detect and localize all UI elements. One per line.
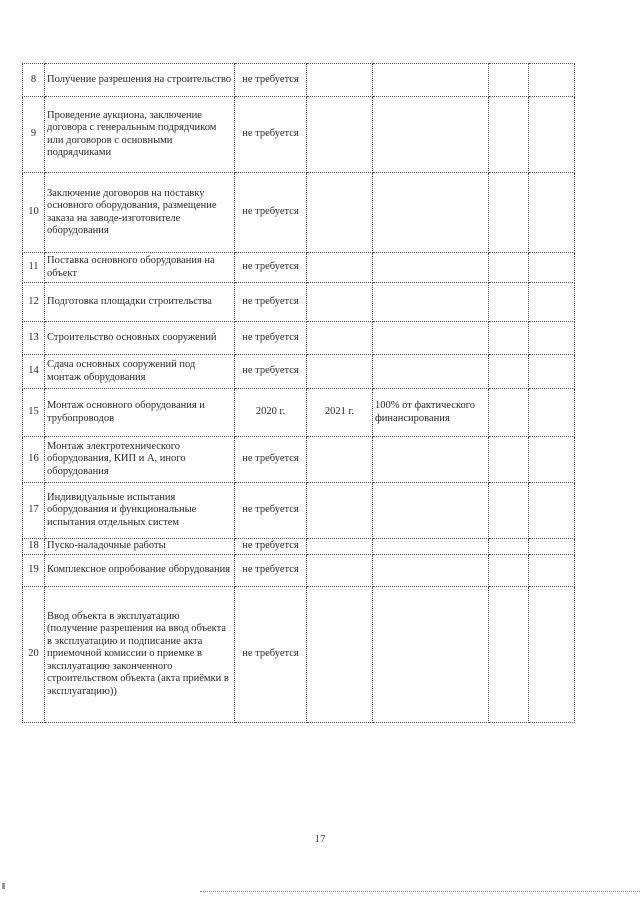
extra-cell-2 — [529, 322, 575, 355]
row-number: 9 — [23, 97, 45, 173]
stage-name: Подготовка площадки строительства — [45, 283, 235, 322]
row-number: 14 — [23, 355, 45, 389]
table-row — [23, 437, 575, 483]
stage-name: Комплексное опробование оборудования — [45, 555, 235, 587]
end-date-cell — [307, 555, 373, 587]
start-date-cell: не требуется — [235, 437, 307, 483]
extra-cell-2 — [529, 437, 575, 483]
extra-cell-1 — [489, 355, 529, 389]
table-row — [23, 64, 575, 97]
end-date-cell — [307, 437, 373, 483]
readiness-cell — [373, 483, 489, 539]
extra-cell-1 — [489, 64, 529, 97]
row-number: 15 — [23, 389, 45, 437]
extra-cell-1 — [489, 253, 529, 283]
row-number: 11 — [23, 253, 45, 283]
start-date-cell: не требуется — [235, 539, 307, 555]
extra-cell-1 — [489, 97, 529, 173]
scan-edge-mark — [2, 883, 5, 889]
stage-name: Индивидуальные испытания оборудования и функциональные испытания отдельных систем — [45, 483, 235, 539]
stage-name: Ввод объекта в эксплуатацию (получение разрешения на ввод объекта в эксплуатацию и подписание акта приемочной комиссии о приемке в эксплуатацию законченного строительством объекта (акта приёмки в эксплуатацию)) — [45, 587, 235, 723]
end-date-cell — [307, 322, 373, 355]
extra-cell-1 — [489, 587, 529, 723]
extra-cell-1 — [489, 483, 529, 539]
end-date-cell — [307, 283, 373, 322]
schedule-table — [22, 63, 575, 723]
start-date-cell: не требуется — [235, 322, 307, 355]
start-date-cell: не требуется — [235, 587, 307, 723]
table-row — [23, 555, 575, 587]
extra-cell-2 — [529, 483, 575, 539]
start-date-cell: 2020 г. — [235, 389, 307, 437]
extra-cell-2 — [529, 173, 575, 253]
extra-cell-1 — [489, 539, 529, 555]
row-number: 16 — [23, 437, 45, 483]
table-row — [23, 483, 575, 539]
start-date-cell: не требуется — [235, 355, 307, 389]
stage-name: Проведение аукциона, заключение договора с генеральным подрядчиком или договоров с основными подрядчиками — [45, 97, 235, 173]
readiness-cell — [373, 322, 489, 355]
end-date-cell — [307, 64, 373, 97]
start-date-cell: не требуется — [235, 253, 307, 283]
extra-cell-2 — [529, 64, 575, 97]
table-row — [23, 173, 575, 253]
row-number: 20 — [23, 587, 45, 723]
readiness-cell — [373, 97, 489, 173]
end-date-cell: 2021 г. — [307, 389, 373, 437]
stage-name: Получение разрешения на строительство — [45, 64, 235, 97]
table-row — [23, 587, 575, 723]
stage-name: Пуско-наладочные работы — [45, 539, 235, 555]
start-date-cell: не требуется — [235, 173, 307, 253]
extra-cell-2 — [529, 555, 575, 587]
readiness-cell — [373, 355, 489, 389]
end-date-cell — [307, 539, 373, 555]
extra-cell-2 — [529, 587, 575, 723]
start-date-cell: не требуется — [235, 483, 307, 539]
table-row — [23, 539, 575, 555]
readiness-cell — [373, 539, 489, 555]
table-row — [23, 253, 575, 283]
table-row — [23, 389, 575, 437]
extra-cell-1 — [489, 283, 529, 322]
extra-cell-2 — [529, 97, 575, 173]
start-date-cell: не требуется — [235, 555, 307, 587]
table-row — [23, 355, 575, 389]
readiness-cell — [373, 173, 489, 253]
readiness-cell: 100% от фактического финансирования — [373, 389, 489, 437]
start-date-cell: не требуется — [235, 283, 307, 322]
row-number: 13 — [23, 322, 45, 355]
row-number: 12 — [23, 283, 45, 322]
row-number: 10 — [23, 173, 45, 253]
extra-cell-2 — [529, 283, 575, 322]
end-date-cell — [307, 587, 373, 723]
extra-cell-1 — [489, 555, 529, 587]
start-date-cell: не требуется — [235, 97, 307, 173]
table-row — [23, 322, 575, 355]
schedule-rows — [23, 64, 575, 723]
readiness-cell — [373, 437, 489, 483]
stage-name: Сдача основных сооружений под монтаж оборудования — [45, 355, 235, 389]
readiness-cell — [373, 587, 489, 723]
readiness-cell — [373, 555, 489, 587]
bottom-edge-line — [200, 891, 640, 892]
extra-cell-1 — [489, 322, 529, 355]
readiness-cell — [373, 64, 489, 97]
readiness-cell — [373, 253, 489, 283]
end-date-cell — [307, 253, 373, 283]
extra-cell-2 — [529, 389, 575, 437]
readiness-cell — [373, 283, 489, 322]
stage-name: Заключение договоров на поставку основного оборудования, размещение заказа на заводе-изготовителе оборудования — [45, 173, 235, 253]
stage-name: Поставка основного оборудования на объект — [45, 253, 235, 283]
page-number: 17 — [314, 833, 326, 845]
row-number: 8 — [23, 64, 45, 97]
row-number: 18 — [23, 539, 45, 555]
extra-cell-1 — [489, 437, 529, 483]
stage-name: Строительство основных сооружений — [45, 322, 235, 355]
end-date-cell — [307, 483, 373, 539]
stage-name: Монтаж основного оборудования и трубопроводов — [45, 389, 235, 437]
stage-name: Монтаж электротехнического оборудования, КИП и А, иного оборудования — [45, 437, 235, 483]
end-date-cell — [307, 97, 373, 173]
start-date-cell: не требуется — [235, 64, 307, 97]
end-date-cell — [307, 173, 373, 253]
table-row — [23, 283, 575, 322]
table-row — [23, 97, 575, 173]
extra-cell-2 — [529, 355, 575, 389]
extra-cell-1 — [489, 173, 529, 253]
extra-cell-2 — [529, 539, 575, 555]
row-number: 17 — [23, 483, 45, 539]
extra-cell-2 — [529, 253, 575, 283]
row-number: 19 — [23, 555, 45, 587]
extra-cell-1 — [489, 389, 529, 437]
end-date-cell — [307, 355, 373, 389]
